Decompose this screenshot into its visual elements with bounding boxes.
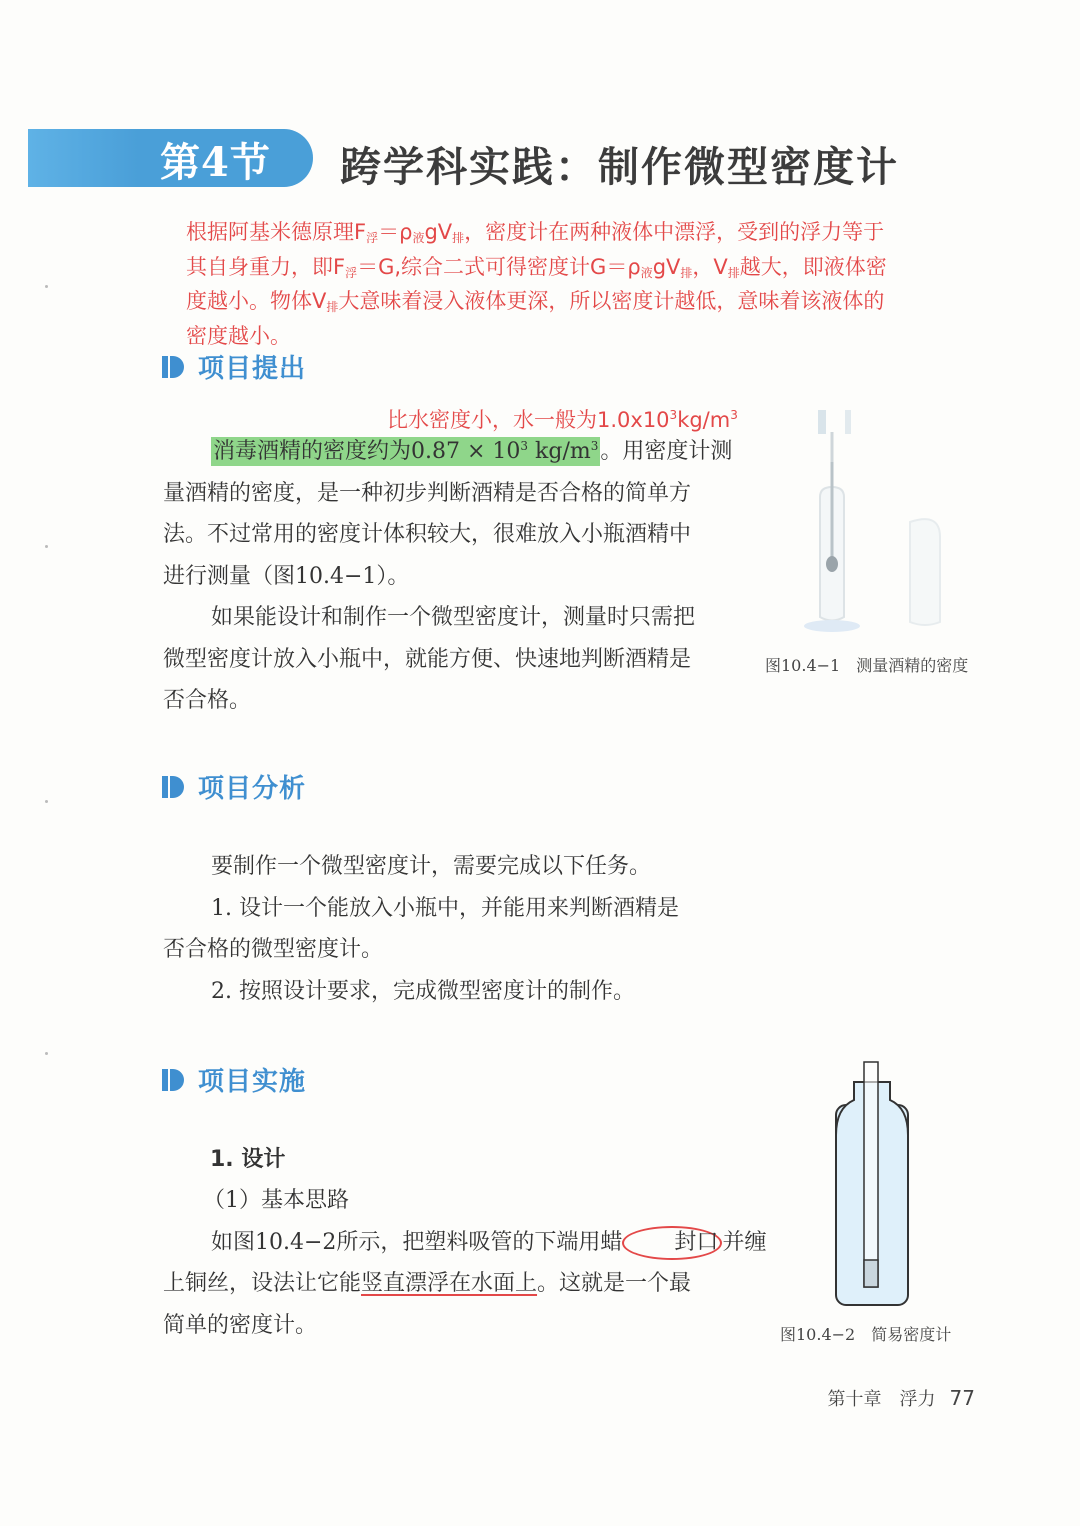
section-label: 第4节 [160, 139, 271, 186]
page-footer [828, 1385, 975, 1411]
paragraph-line: 如图10.4−2所示，把塑料吸管的下端用蜡 封口 并缠 [163, 1222, 763, 1264]
paragraph-line: （1）基本思路 [203, 1188, 349, 1213]
annotation-water-density: 比水密度小，水一般为$1.0x10^3kg/m^3$ [387, 408, 738, 432]
paragraph-line: 进行测量（图10.4−1）。 [163, 563, 410, 589]
section-implementation-body [163, 1180, 767, 1346]
section-marker-icon [162, 774, 184, 800]
section-proposal-body [163, 426, 763, 722]
section-heading-proposal: 项目提出 [162, 348, 306, 385]
paragraph-line: 量酒精的密度，是一种初步判断酒精是否合格的简单方 [163, 480, 692, 506]
paragraph-line: 消毒酒精的密度约为$0.87 \times 10^3$ $kg/m^3$。用密度计测 [213, 439, 733, 464]
section-analysis-body [163, 846, 763, 1012]
note-line: 度越小。物体$V_排$大意味着浸入液体更深，所以密度计越低，意味着该液体的 [186, 289, 885, 314]
margin-dot [45, 800, 48, 803]
page-number: 77 [949, 1386, 975, 1410]
page-title: 跨学科实践：制作微型密度计 [340, 143, 899, 191]
paragraph-line: 1. 设计一个能放入小瓶中，并能用来判断酒精是 [211, 895, 679, 921]
chapter-label: 第十章 浮力 [827, 1389, 936, 1410]
section-marker-icon [162, 1067, 184, 1093]
section-marker-icon [162, 354, 184, 380]
note-line: 密度越小。 [186, 323, 291, 348]
section-heading-analysis: 项目分析 [162, 768, 306, 805]
note-line: 根据阿基米德原理$F_浮=\rho_液gV_排$，密度计在两种液体中漂浮，受到的浮力等于 [186, 220, 885, 245]
note-line: 其自身重力，即$F_浮=G$,综合二式可得密度计$G=\rho_液gV_排$，$V_排$越大，即液体密 [186, 254, 887, 280]
subsection-heading-design: 1. 设计 [210, 1147, 286, 1172]
underlined-text: 竖直漂浮在水面上 [361, 1271, 538, 1296]
figure-caption-2: 图10.4−2 简易密度计 [780, 1325, 952, 1344]
paragraph-line: 2. 按照设计要求，完成微型密度计的制作。 [211, 978, 635, 1004]
paragraph-line: 微型密度计放入小瓶中，就能方便、快速地判断酒精是 [163, 646, 692, 672]
paragraph-line: 上铜丝，设法让它能竖直漂浮在水面上。这就是一个最 [163, 1271, 692, 1296]
section-heading-implementation: 项目实施 [162, 1061, 306, 1098]
paragraph-line: 要制作一个微型密度计，需要完成以下任务。 [211, 854, 652, 879]
annotation-note [186, 218, 1001, 350]
paragraph-line: 法。不过常用的密度计体积较大，很难放入小瓶酒精中 [163, 522, 692, 547]
highlighted-text: 消毒酒精的密度约为$0.87 \times 10^3$ $kg/m^3$ [213, 439, 599, 464]
margin-dot [45, 1052, 48, 1055]
figure-hydrometer-in-bottle [790, 402, 960, 642]
circled-text: 封口 [622, 1226, 722, 1260]
paragraph-line: 否合格。 [163, 688, 252, 713]
paragraph-line: 否合格的微型密度计。 [163, 937, 384, 962]
margin-dot [45, 545, 48, 548]
paragraph-line: 如果能设计和制作一个微型密度计，测量时只需把 [211, 605, 696, 630]
paragraph-line: 简单的密度计。 [163, 1312, 318, 1338]
figure-caption-1: 图10.4−1 测量酒精的密度 [765, 656, 969, 675]
figure-simple-hydrometer [830, 1060, 920, 1310]
margin-dot [45, 285, 48, 288]
